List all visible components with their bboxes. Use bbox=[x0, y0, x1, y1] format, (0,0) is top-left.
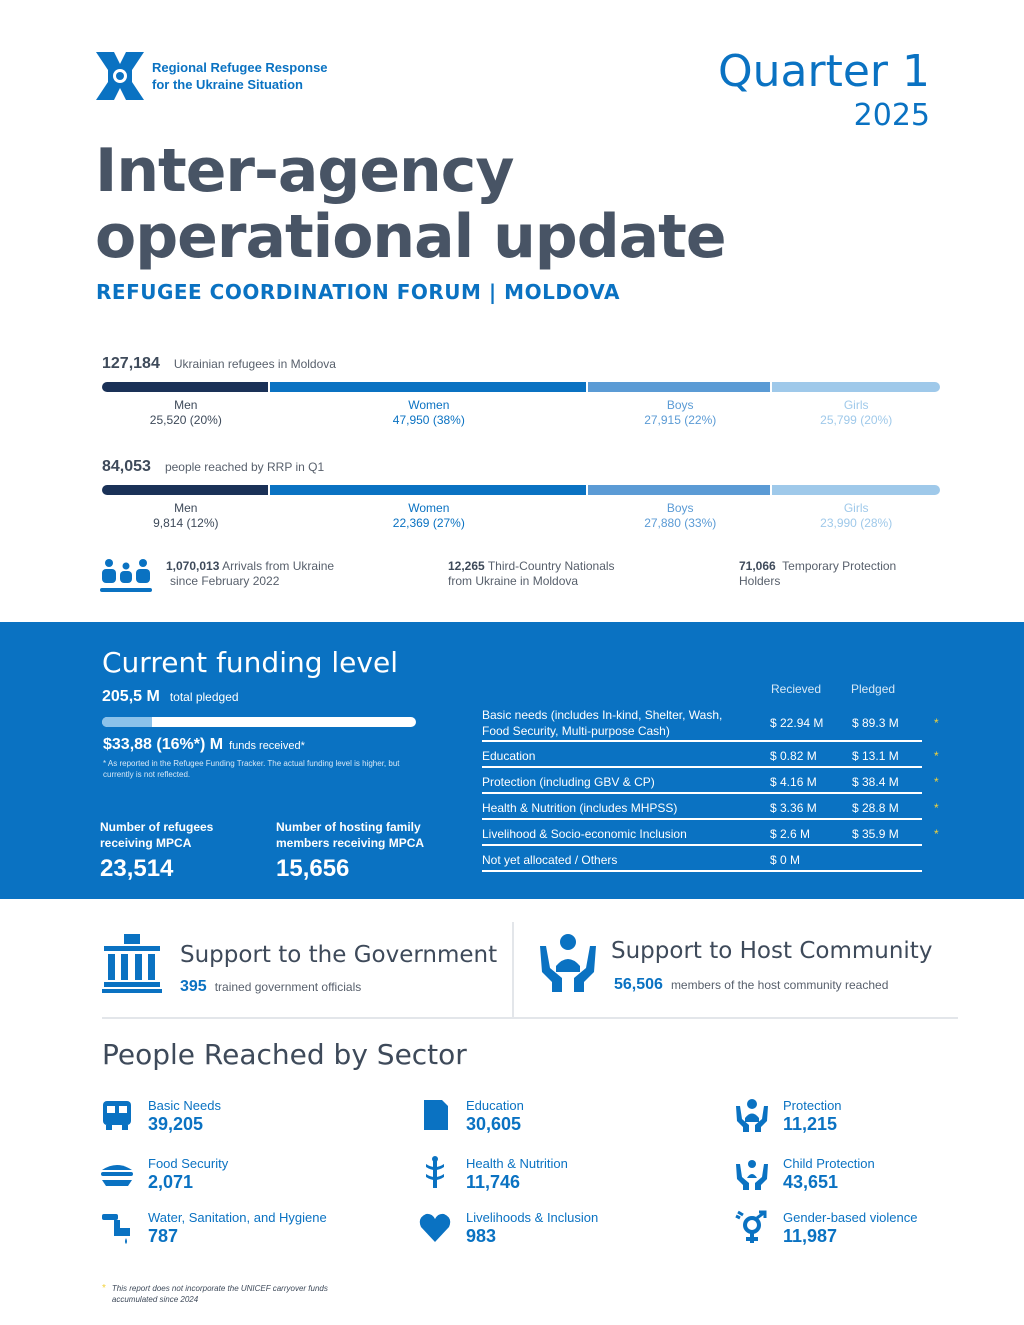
funding-star: * bbox=[934, 827, 939, 841]
bar-segment-girls bbox=[772, 485, 940, 495]
funding-row bbox=[482, 820, 939, 846]
funding-received-cell: $ 22.94 M bbox=[770, 716, 824, 730]
segment-value: 25,520 (20%) bbox=[149, 413, 222, 427]
support-host-title: Support to Host Community bbox=[611, 938, 933, 964]
government-building-icon bbox=[102, 932, 162, 994]
logo bbox=[92, 48, 328, 104]
refugee-breakdown-bar bbox=[102, 382, 940, 392]
sector-value: 983 bbox=[466, 1226, 497, 1246]
mpca-host-value: 15,656 bbox=[276, 855, 350, 882]
sector-name: Education bbox=[466, 1098, 524, 1113]
mpca-refugees-label-1: Number of refugees bbox=[100, 820, 214, 834]
received-value: $33,88 (16%*) M bbox=[103, 736, 224, 753]
arrivals-ukraine-text-2: since February 2022 bbox=[170, 574, 280, 588]
funding-sector-name: Health & Nutrition (includes MHPSS) bbox=[482, 801, 678, 815]
sector-item bbox=[735, 1098, 975, 1138]
funding-sector-name: Not yet allocated / Others bbox=[482, 853, 618, 867]
funding-star: * bbox=[934, 801, 939, 815]
refugee-total-row bbox=[102, 355, 336, 373]
segment-label-women bbox=[270, 398, 588, 428]
funding-sector-name: Basic needs (includes In-kind, Shelter, Wash, bbox=[482, 708, 723, 722]
segment-name: Women bbox=[408, 398, 450, 412]
support-host-community bbox=[538, 922, 958, 1018]
funding-row bbox=[482, 708, 939, 742]
tp-text: Temporary Protection bbox=[782, 559, 897, 573]
funding-table-header bbox=[482, 678, 942, 708]
segment-name: Men bbox=[174, 398, 198, 412]
funding-row bbox=[482, 742, 939, 768]
sector-value: 43,651 bbox=[783, 1172, 839, 1192]
child-protection-icon bbox=[735, 1156, 769, 1190]
segment-label-men bbox=[102, 398, 270, 428]
funding-section bbox=[0, 622, 1024, 899]
quarter-label: Quarter 1 bbox=[718, 46, 930, 97]
sector-value: 11,746 bbox=[466, 1172, 521, 1192]
funding-received-cell: $ 4.16 M bbox=[770, 775, 817, 789]
sector-name: Gender-based violence bbox=[783, 1210, 918, 1225]
mpca-refugees bbox=[100, 819, 213, 883]
sector-name: Protection bbox=[783, 1098, 842, 1113]
sector-item bbox=[418, 1210, 658, 1250]
mpca-host bbox=[276, 819, 424, 883]
report-period bbox=[718, 46, 930, 134]
segment-label-boys bbox=[588, 398, 772, 428]
funding-row bbox=[482, 794, 939, 820]
arrivals-strip bbox=[100, 556, 940, 596]
segment-label-women bbox=[270, 501, 588, 531]
sector-name: Water, Sanitation, and Hygiene bbox=[148, 1210, 327, 1225]
sector-value: 2,071 bbox=[148, 1172, 194, 1192]
segment-name: Girls bbox=[843, 398, 869, 412]
reached-total: 84,053 bbox=[102, 458, 151, 475]
bar-segment-girls bbox=[772, 382, 940, 392]
tcn-value: 12,265 bbox=[448, 559, 485, 573]
funding-row bbox=[482, 768, 939, 794]
funding-sector-name: Education bbox=[482, 749, 536, 763]
logo-line-2: for the Ukraine Situation bbox=[152, 77, 303, 92]
mpca-refugees-label-2: receiving MPCA bbox=[100, 836, 192, 850]
host-label: members of the host community reached bbox=[670, 978, 889, 992]
funding-received bbox=[103, 736, 305, 754]
sector-name: Food Security bbox=[148, 1156, 229, 1171]
funding-title: Current funding level bbox=[102, 646, 398, 679]
segment-value: 47,950 (38%) bbox=[392, 413, 465, 427]
funding-received-cell: $ 0.82 M bbox=[770, 749, 817, 763]
protection-hands-icon bbox=[735, 1098, 769, 1132]
sector-value: 11,987 bbox=[783, 1226, 838, 1246]
caduceus-icon bbox=[418, 1156, 452, 1190]
pledged-label: total pledged bbox=[169, 690, 239, 704]
bar-segment-boys bbox=[588, 485, 770, 495]
sector-value: 39,205 bbox=[148, 1114, 204, 1134]
segment-label-boys bbox=[588, 501, 772, 531]
funding-sector-name-2: Food Security, Multi-purpose Cash) bbox=[482, 724, 670, 738]
segment-value: 27,880 (33%) bbox=[644, 516, 717, 530]
tp-value: 71,066 bbox=[739, 559, 776, 573]
sector-item bbox=[418, 1098, 658, 1138]
title-line-1: Inter-agency bbox=[95, 136, 514, 206]
segment-name: Boys bbox=[666, 501, 694, 515]
page-subtitle: REFUGEE COORDINATION FORUM | MOLDOVA bbox=[96, 280, 620, 304]
segment-name: Men bbox=[174, 501, 198, 515]
segment-name: Girls bbox=[843, 501, 869, 515]
tp-text-2: Holders bbox=[739, 574, 781, 588]
sector-name: Livelihoods & Inclusion bbox=[466, 1210, 599, 1225]
segment-label-girls bbox=[772, 398, 940, 428]
sector-item bbox=[418, 1156, 658, 1196]
funding-received-cell: $ 2.6 M bbox=[770, 827, 811, 841]
segment-value: 25,799 (20%) bbox=[820, 413, 893, 427]
segment-name: Boys bbox=[666, 398, 694, 412]
book-icon bbox=[418, 1098, 452, 1132]
segment-value: 22,369 (27%) bbox=[392, 516, 465, 530]
mpca-host-label-1: Number of hosting family bbox=[276, 820, 421, 834]
sector-item bbox=[100, 1156, 340, 1196]
funding-sector-name: Livelihood & Socio-economic Inclusion bbox=[482, 827, 687, 841]
funding-pledged-cell: $ 13.1 M bbox=[852, 749, 899, 763]
support-bottom-divider bbox=[102, 1017, 958, 1019]
hands-person-icon bbox=[538, 932, 598, 994]
sector-name: Health & Nutrition bbox=[466, 1156, 568, 1171]
sectors-title: People Reached by Sector bbox=[102, 1038, 467, 1071]
funding-pledged-cell: $ 35.9 M bbox=[852, 827, 899, 841]
support-divider bbox=[512, 922, 514, 1018]
bar-segment-men bbox=[102, 485, 268, 495]
support-government bbox=[102, 922, 502, 1018]
arrivals-ukraine-text: Arrivals from Ukraine bbox=[222, 559, 335, 573]
host-value: 56,506 bbox=[614, 976, 663, 993]
reached-total-label: people reached by RRP in Q1 bbox=[164, 460, 325, 474]
funding-progress-fill bbox=[102, 717, 152, 727]
footnote-line-1: This report does not incorporate the UNICEF carryover funds bbox=[111, 1284, 328, 1293]
footnote bbox=[102, 1283, 328, 1305]
bus-icon bbox=[100, 1098, 134, 1132]
bar-segment-women bbox=[270, 382, 586, 392]
funding-pledged-cell: $ 38.4 M bbox=[852, 775, 899, 789]
family-icon bbox=[100, 558, 152, 594]
segment-label-girls bbox=[772, 501, 940, 531]
col-received: Recieved bbox=[771, 682, 822, 696]
year-label: 2025 bbox=[853, 98, 930, 133]
logo-line-1: Regional Refugee Response bbox=[152, 60, 328, 75]
funding-table bbox=[482, 678, 942, 872]
gender-icon bbox=[735, 1210, 769, 1244]
gov-value: 395 bbox=[180, 978, 207, 995]
bar-segment-boys bbox=[588, 382, 770, 392]
bar-segment-women bbox=[270, 485, 586, 495]
funding-received-cell: $ 0 M bbox=[770, 853, 801, 867]
sector-name: Basic Needs bbox=[148, 1098, 221, 1113]
tcn-text: Third-Country Nationals bbox=[487, 559, 615, 573]
sector-name: Child Protection bbox=[783, 1156, 875, 1171]
funding-note: * As reported in the Refugee Funding Tracker. The actual funding level is higher, but currently is not reflected. bbox=[103, 759, 400, 779]
received-label: funds received* bbox=[229, 740, 305, 752]
third-country-nationals bbox=[448, 559, 615, 589]
gov-label: trained government officials bbox=[214, 980, 362, 994]
funding-star: * bbox=[934, 775, 939, 789]
bar-segment-men bbox=[102, 382, 268, 392]
segment-value: 27,915 (22%) bbox=[644, 413, 717, 427]
footnote-line-2: accumulated since 2024 bbox=[111, 1295, 199, 1304]
sector-value: 11,215 bbox=[783, 1114, 838, 1134]
support-host-count bbox=[614, 976, 888, 994]
mpca-refugees-value: 23,514 bbox=[100, 855, 174, 882]
title-line-2: operational update bbox=[95, 202, 726, 272]
page-title bbox=[95, 138, 726, 270]
food-icon bbox=[100, 1156, 134, 1190]
funding-star: * bbox=[934, 716, 939, 730]
mpca-host-label-2: members receiving MPCA bbox=[276, 836, 425, 850]
sector-value: 787 bbox=[148, 1226, 179, 1246]
reached-breakdown-bar bbox=[102, 485, 940, 495]
funding-received-cell: $ 3.36 M bbox=[770, 801, 817, 815]
funding-progress-bar bbox=[102, 717, 416, 727]
arrivals-ukraine bbox=[166, 559, 334, 589]
funding-pledged-cell: $ 28.8 M bbox=[852, 801, 899, 815]
segment-name: Women bbox=[408, 501, 450, 515]
support-government-title: Support to the Government bbox=[180, 942, 498, 968]
funding-sector-name: Protection (including GBV & CP) bbox=[482, 775, 655, 789]
rrp-logo-icon bbox=[92, 48, 148, 104]
reached-total-row bbox=[102, 458, 324, 476]
sector-item bbox=[735, 1210, 975, 1250]
sector-item bbox=[100, 1098, 340, 1138]
temporary-protection bbox=[739, 559, 896, 589]
sector-item bbox=[100, 1210, 340, 1250]
refugee-total-label: Ukrainian refugees in Moldova bbox=[173, 357, 336, 371]
funding-star: * bbox=[934, 749, 939, 763]
sector-value: 30,605 bbox=[466, 1114, 522, 1134]
funding-row bbox=[482, 846, 922, 872]
funding-pledged-cell: $ 89.3 M bbox=[852, 716, 899, 730]
pledged-value: 205,5 M bbox=[102, 688, 160, 705]
arrivals-ukraine-value: 1,070,013 bbox=[166, 559, 220, 573]
segment-value: 23,990 (28%) bbox=[820, 516, 893, 530]
support-government-count bbox=[180, 978, 361, 996]
col-pledged: Pledged bbox=[851, 682, 896, 696]
heart-icon bbox=[418, 1210, 452, 1244]
funding-pledged bbox=[102, 688, 239, 706]
water-tap-icon bbox=[100, 1210, 134, 1244]
segment-value: 9,814 (12%) bbox=[153, 516, 219, 530]
sector-item bbox=[735, 1156, 975, 1196]
footnote-star: * bbox=[102, 1283, 106, 1294]
refugee-total: 127,184 bbox=[102, 355, 160, 372]
segment-label-men bbox=[102, 501, 270, 531]
tcn-text-2: from Ukraine in Moldova bbox=[448, 574, 579, 588]
